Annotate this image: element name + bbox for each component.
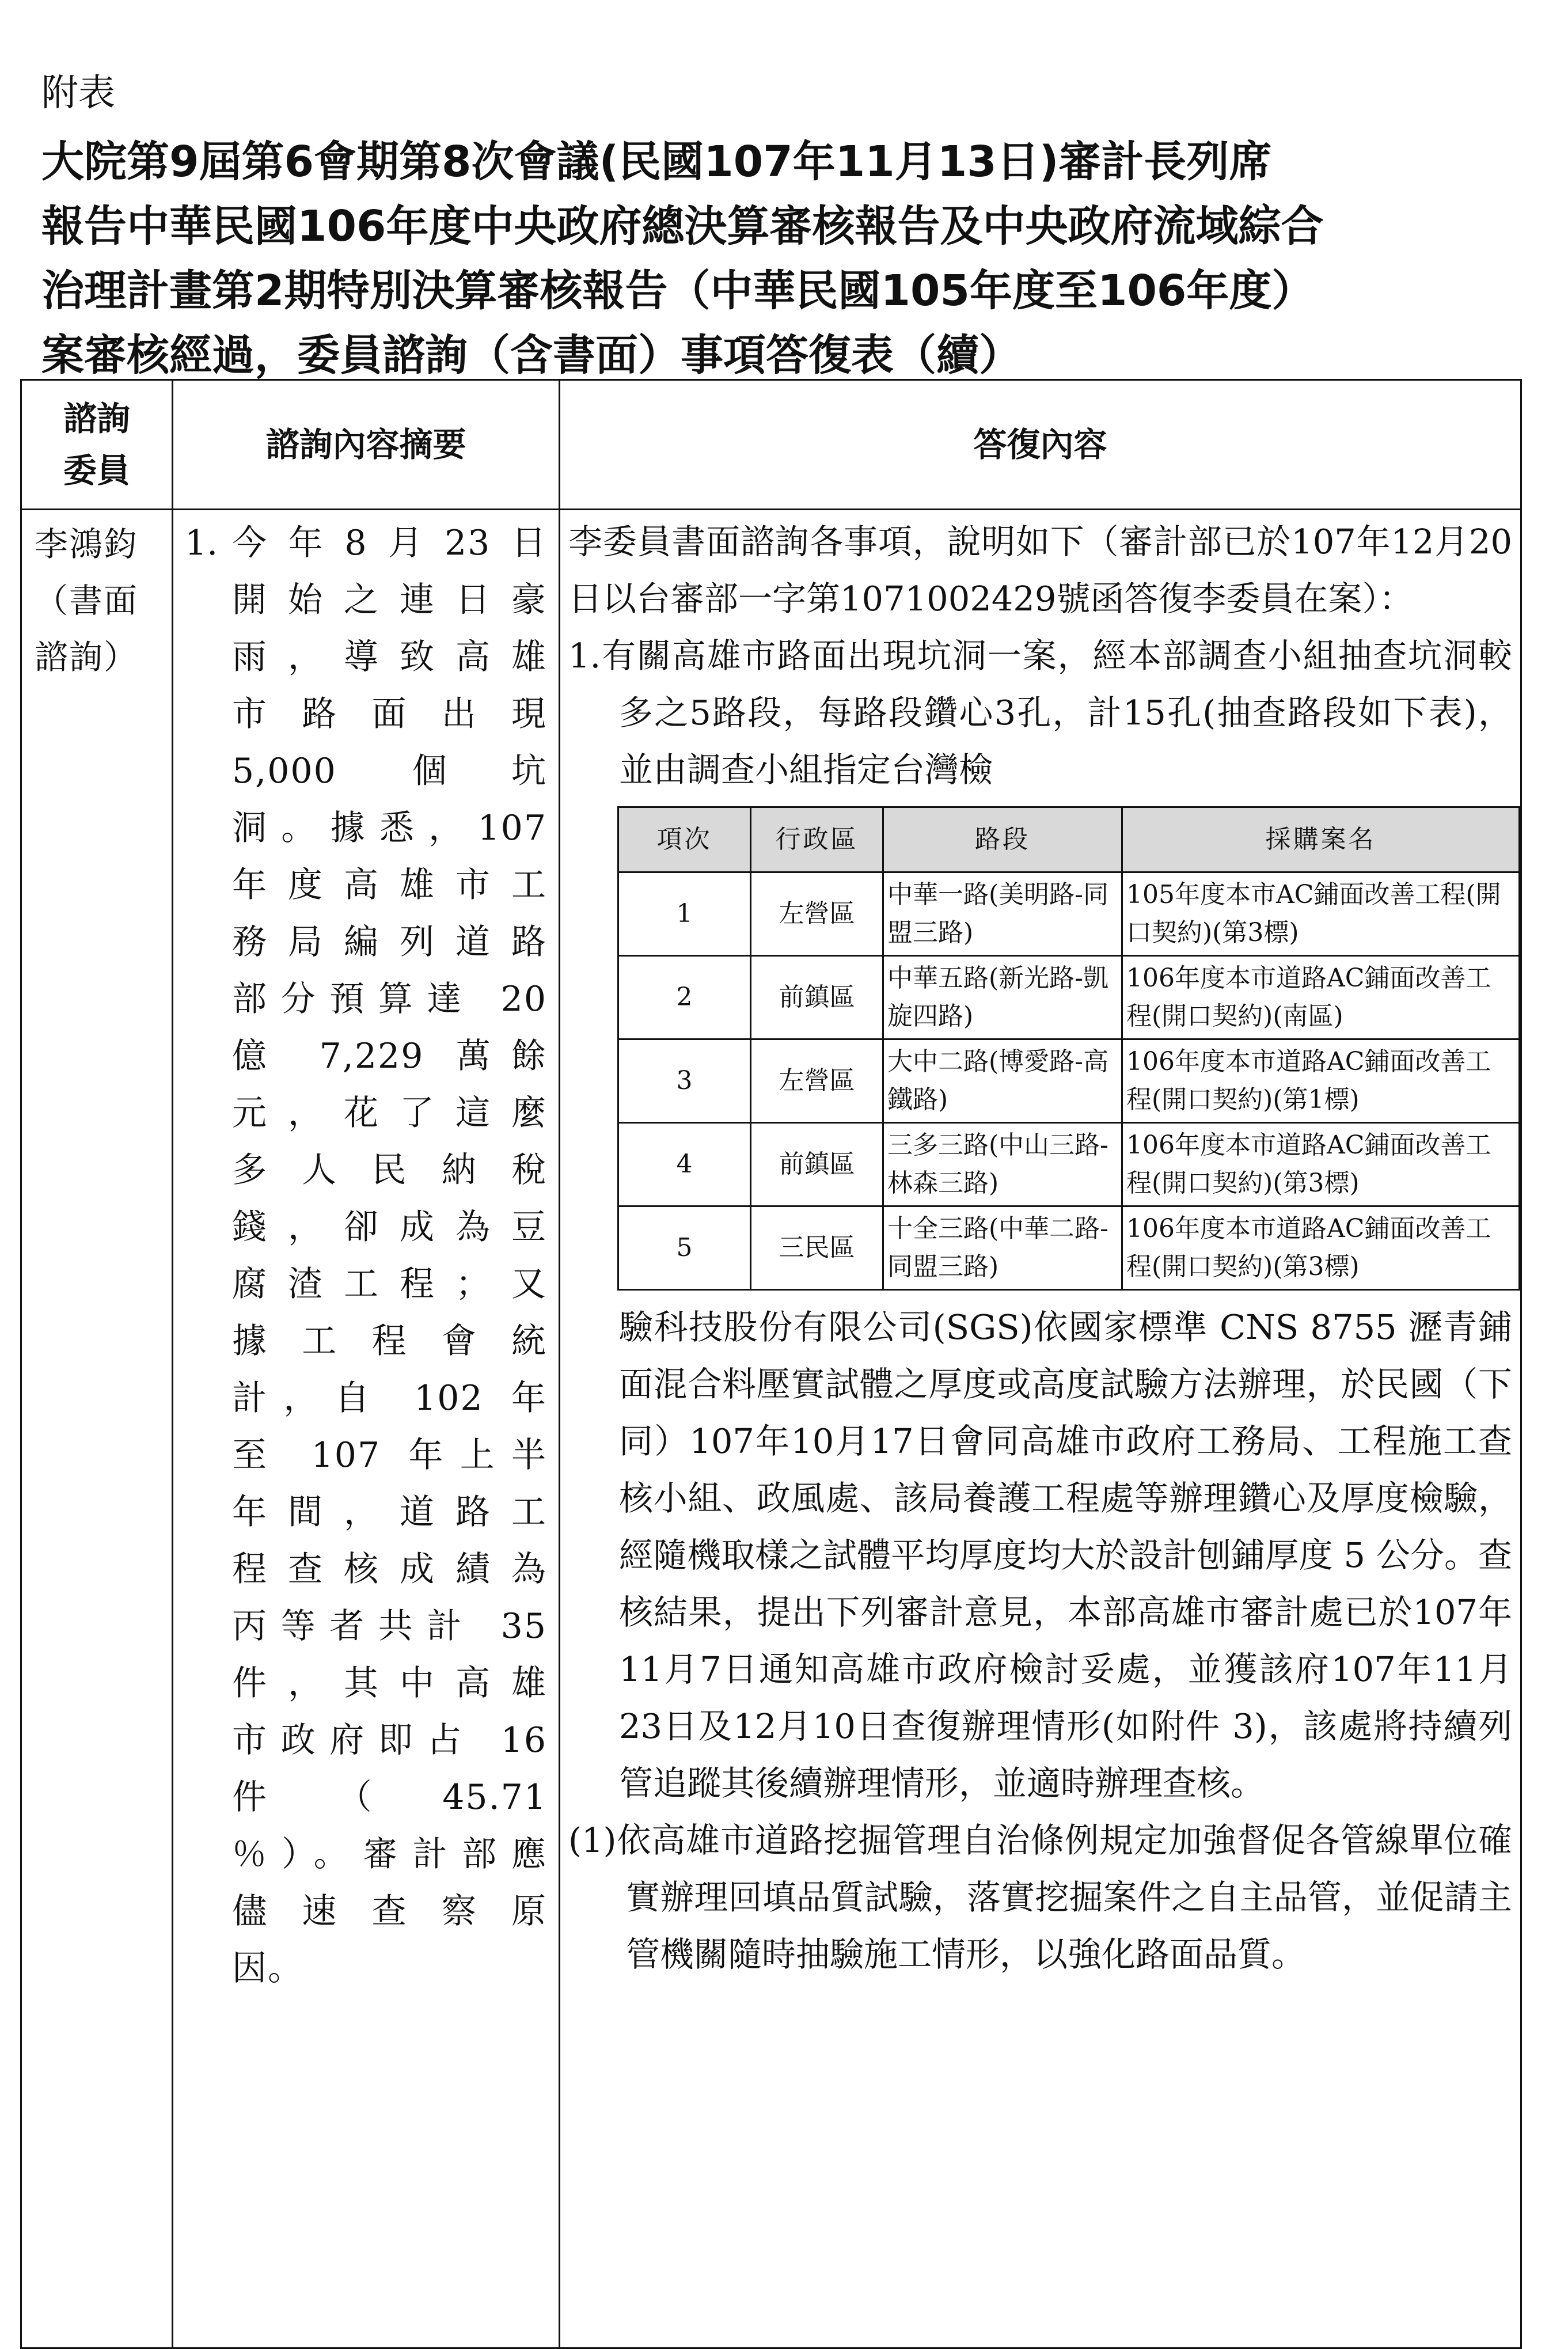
- sample-cell-no: 1: [618, 872, 751, 956]
- summary-line: 因。: [232, 1948, 303, 1989]
- summary-line: 雨，導致高雄: [232, 637, 547, 677]
- sample-header-road: 路段: [883, 807, 1122, 872]
- sample-cell-procurement: 105年度本市AC鋪面改善工程(開口契約)(第3標): [1122, 872, 1520, 956]
- sample-header-district: 行政區: [751, 807, 883, 872]
- title-line: 報告中華民國106年度中央政府總決算審核報告及中央政府流域綜合: [41, 202, 1324, 251]
- title-line: 治理計畫第2期特別決算審核報告（中華民國105年度至106年度）: [41, 266, 1315, 316]
- summary-line: 務局編列道路: [232, 922, 547, 962]
- summary-line: 至 107 年上半: [232, 1435, 547, 1475]
- sample-cell-district: 三民區: [751, 1206, 883, 1290]
- title-line: 案審核經過，委員諮詢（含書面）事項答復表（續）: [41, 331, 1022, 380]
- summary-line: 開始之連日豪: [232, 580, 547, 620]
- table-row: [618, 956, 1520, 1039]
- reply-item-1-continued: 驗科技股份有限公司(SGS)依國家標準 CNS 8755 瀝青鋪面混合料壓實試體之厚度或高度試驗方法辦理，於民國（下同）107年10月17日會同高雄市政府工務局、工程施工查核小組、政風處、該局養護工程處等辦理鑽心及厚度檢驗，經隨機取樣之試體平均厚度均大於設計刨鋪厚度 5 公分。查核結果，提出下列審計意見，本部高雄市審計處已於107年11月7日通知高雄市政府檢討妥處，並獲該府107年11月23日及12月10日查復辦理情形(如附件 3)，該處將持續列管追蹤其後續辦理情形，並適時辦理查核。: [619, 1307, 1512, 1803]
- sample-cell-district: 左營區: [751, 1039, 883, 1123]
- table-row: [618, 1123, 1520, 1206]
- header-reply: 答復內容: [560, 380, 1521, 510]
- summary-line: 件，其中高雄: [232, 1663, 547, 1703]
- member-note-line1: （書面: [35, 581, 139, 620]
- attachment-label: 附表: [41, 72, 115, 115]
- reply-sub-item-1: (1)依高雄市道路挖掘管理自治條例規定加強督促各管線單位確實辦理回填品質試驗，落實挖掘案件之自主品管，並促請主管機關隨時抽驗施工情形，以強化路面品質。: [568, 1820, 1512, 1974]
- sample-header-no: 項次: [618, 807, 751, 872]
- sample-cell-procurement: 106年度本市道路AC鋪面改善工程(開口契約)(第3標): [1122, 1123, 1520, 1206]
- summary-line: 丙等者共計 35: [232, 1606, 547, 1646]
- sample-table-header: [618, 807, 1520, 872]
- reply-intro: 李委員書面諮詢各事項，說明如下（審計部已於107年12月20日以台審部一字第1071002429號函答復李委員在案）：: [568, 522, 1512, 618]
- summary-line: 儘速查察原: [232, 1891, 547, 1931]
- summary-cell: [173, 510, 560, 2348]
- summary-line: 年度高雄市工: [232, 865, 547, 905]
- sample-cell-no: 2: [618, 956, 751, 1039]
- summary-line: 洞。據悉，107: [232, 808, 547, 848]
- sample-cell-road: 中華五路(新光路-凱旋四路): [883, 956, 1122, 1039]
- summary-line: 計，自 102 年: [232, 1378, 547, 1418]
- table-row: [618, 872, 1520, 956]
- sample-cell-road: 十全三路(中華二路-同盟三路): [883, 1206, 1122, 1290]
- reply-table-header: [21, 380, 1521, 510]
- sample-cell-procurement: 106年度本市道路AC鋪面改善工程(開口契約)(南區): [1122, 956, 1520, 1039]
- sample-cell-no: 5: [618, 1206, 751, 1290]
- header-member-line2: 委員: [63, 451, 130, 490]
- sample-cell-road: 中華一路(美明路-同盟三路): [883, 872, 1122, 956]
- document-title: [41, 130, 1516, 388]
- member-cell: [21, 510, 173, 2348]
- reply-table: [20, 379, 1522, 2349]
- sample-cell-road: 三多三路(中山三路-林森三路): [883, 1123, 1122, 1206]
- reply-item-1: 1.有關高雄市路面出現坑洞一案，經本部調查小組抽查坑洞較多之5路段，每路段鑽心3孔，計15孔(抽查路段如下表)，並由調查小組指定台灣檢: [568, 636, 1512, 790]
- summary-line: 5,000 個坑: [232, 751, 547, 791]
- sample-header-procurement: 採購案名: [1122, 807, 1520, 872]
- sample-cell-road: 大中二路(博愛路-高鐵路): [883, 1039, 1122, 1123]
- summary-line: 市路面出現: [232, 694, 547, 734]
- table-row: [21, 510, 1521, 2348]
- table-row: [618, 1206, 1520, 1290]
- summary-line: 元，花了這麼: [232, 1093, 547, 1133]
- sample-cell-procurement: 106年度本市道路AC鋪面改善工程(開口契約)(第3標): [1122, 1206, 1520, 1290]
- reply-cell: [560, 510, 1521, 2348]
- sample-cell-no: 4: [618, 1123, 751, 1206]
- header-summary: 諮詢內容摘要: [173, 380, 560, 510]
- summary-line: 件 （ 45.71: [232, 1777, 547, 1817]
- table-row: [618, 1039, 1520, 1123]
- summary-line: 市政府即占 16: [232, 1720, 547, 1760]
- sample-cell-no: 3: [618, 1039, 751, 1123]
- summary-line: 億 7,229 萬餘: [232, 1036, 547, 1076]
- summary-line: 據工程會統: [232, 1321, 547, 1361]
- sample-cell-procurement: 106年度本市道路AC鋪面改善工程(開口契約)(第1標): [1122, 1039, 1520, 1123]
- summary-line: 腐渣工程；又: [232, 1264, 547, 1304]
- sample-cell-district: 前鎮區: [751, 1123, 883, 1206]
- summary-line: 錢，卻成為豆: [232, 1207, 547, 1247]
- summary-line: 年間，道路工: [232, 1492, 547, 1532]
- summary-line: 程查核成績為: [232, 1549, 547, 1589]
- summary-text: [232, 515, 547, 1997]
- sample-cell-district: 左營區: [751, 872, 883, 956]
- header-member: [21, 380, 173, 510]
- title-line: 大院第9屆第6會期第8次會議(民國107年11月13日)審計長列席: [41, 137, 1272, 187]
- sample-road-table: [617, 806, 1520, 1291]
- member-name: 李鴻鈞: [35, 525, 139, 564]
- member-note-line2: 諮詢）: [35, 637, 139, 677]
- sample-cell-district: 前鎮區: [751, 956, 883, 1039]
- summary-number: 1.: [185, 523, 218, 563]
- summary-line: 今年8月23日: [232, 523, 547, 563]
- summary-line: ％）。審計部應: [232, 1834, 547, 1874]
- header-member-line1: 諮詢: [63, 399, 130, 438]
- summary-line: 部分預算達 20: [232, 979, 547, 1019]
- summary-line: 多人民納稅: [232, 1150, 547, 1190]
